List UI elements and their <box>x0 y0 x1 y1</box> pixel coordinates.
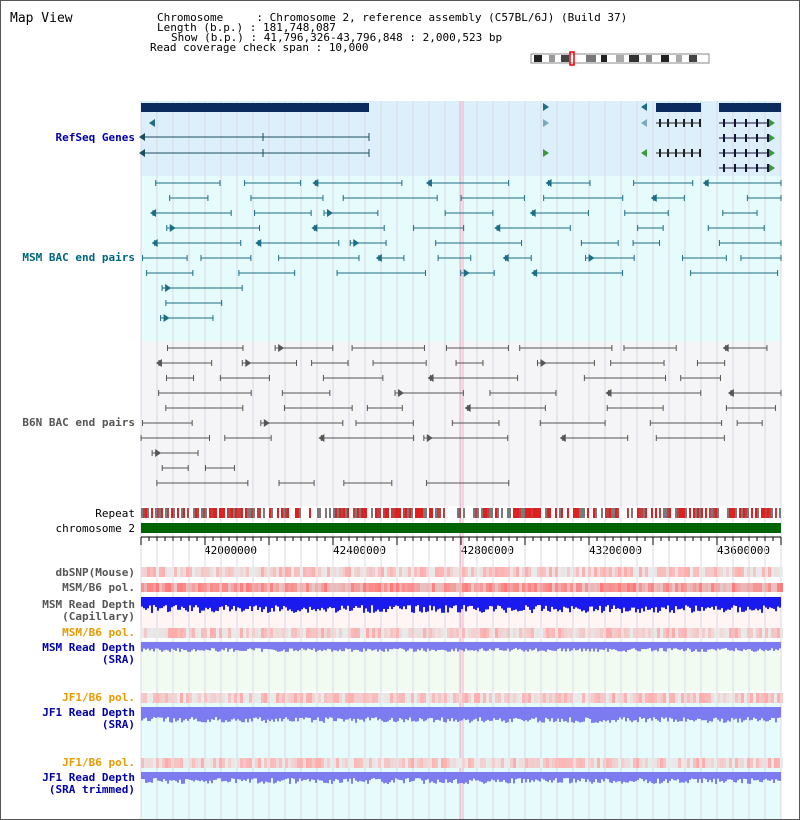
axis-tick-label: 43200000 <box>589 544 642 557</box>
info-show: Show (b.p.) : 41,796,326-43,796,848 : 2,000,523 bp <box>171 31 503 44</box>
chromosome-bar <box>141 523 781 533</box>
axis-tick-label: 42800000 <box>461 544 514 557</box>
jf1-b6-pol-trimmed-label[interactable]: JF1/B6 pol. <box>62 756 135 769</box>
map-view-title: Map View <box>10 11 73 26</box>
chromosome-ideogram <box>531 52 709 65</box>
b6n-bac-label[interactable]: B6N BAC end pairs <box>22 416 135 429</box>
dbsnp-label[interactable]: dbSNP(Mouse) <box>55 566 135 579</box>
msm-bac-label[interactable]: MSM BAC end pairs <box>22 251 135 264</box>
jf1-read-depth-trimmed-label[interactable]: JF1 Read Depth (SRA trimmed) <box>42 771 135 796</box>
msm-read-depth-sra-label[interactable]: MSM Read Depth (SRA) <box>42 641 135 666</box>
axis-tick-label: 42000000 <box>204 544 257 557</box>
jf1-b6-pol-label[interactable]: JF1/B6 pol. <box>62 691 135 704</box>
repeat-track <box>141 508 781 518</box>
info-coverage: Read coverage check span : 10,000 <box>150 41 369 54</box>
msm-b6-pol-label[interactable]: MSM/B6 pol. <box>62 581 135 594</box>
genome-tracks-canvas[interactable] <box>1 1 799 819</box>
axis-tick-label: 43600000 <box>717 544 770 557</box>
info-chromosome: Chromosome : Chromosome 2, reference assembly (C57BL/6J) (Build 37) <box>157 11 628 24</box>
refseq-genes-label[interactable]: RefSeq Genes <box>55 131 135 144</box>
repeat-label: Repeat <box>95 507 135 520</box>
info-length: Length (b.p.) : 181,748,087 <box>157 21 336 34</box>
jf1-read-depth-sra-label[interactable]: JF1 Read Depth (SRA) <box>42 706 135 731</box>
axis-tick-label: 42400000 <box>333 544 386 557</box>
chromosome-label: chromosome 2 <box>55 522 135 535</box>
msm-b6-pol-sra-label[interactable]: MSM/B6 pol. <box>62 626 135 639</box>
msm-read-depth-capillary-label[interactable]: MSM Read Depth (Capillary) <box>42 598 135 623</box>
